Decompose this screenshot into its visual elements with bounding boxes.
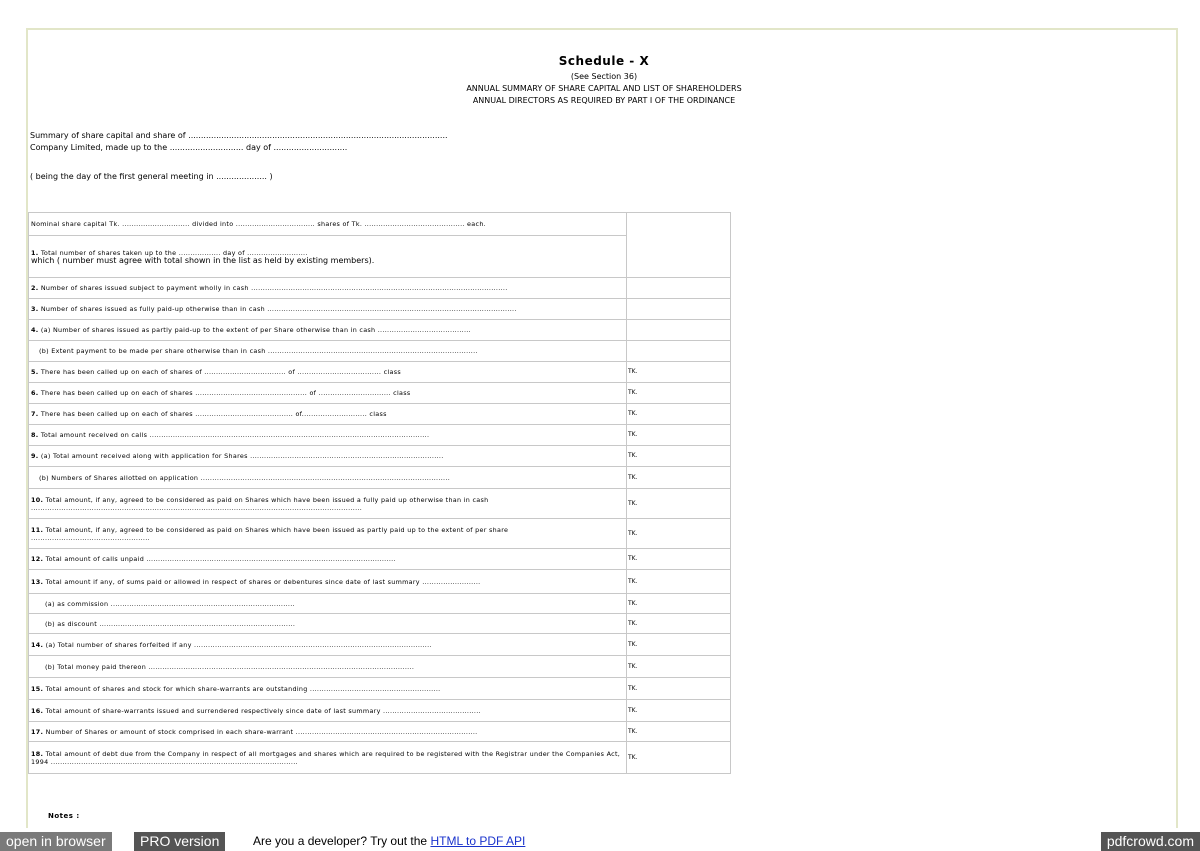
row-number: 7.: [31, 410, 39, 418]
table-row: [29, 299, 731, 320]
row-description-cell: [29, 404, 627, 425]
amount-cell: TK.: [627, 634, 731, 656]
row-text: (a) as commission ...............................................................................: [45, 599, 295, 608]
amount-cell: TK.: [627, 614, 731, 634]
pro-version-button[interactable]: PRO version: [134, 832, 225, 851]
row-text: (a) Total amount received along with application for Shares ...................................................................................: [38, 452, 444, 460]
document-page: [26, 28, 1178, 828]
row-description-cell: [29, 742, 627, 774]
amount-cell: TK.: [627, 700, 731, 722]
row-number: 5.: [31, 368, 39, 376]
amount-cell: TK.: [627, 722, 731, 742]
row-number: 10.: [31, 495, 44, 504]
row-description-cell: [29, 489, 627, 519]
intro-line-1: Summary of share capital and share of ......................................................................................................: [30, 131, 448, 140]
pdfcrowd-footer: [0, 832, 1200, 851]
row-description-cell: [29, 722, 627, 742]
row-description-cell: [29, 549, 627, 570]
row-number: 13.: [31, 577, 44, 586]
row-text: There has been called up on each of shares of ................................... of .................................... class: [38, 368, 401, 376]
row-number: 6.: [31, 389, 39, 397]
intro-line-2: Company Limited, made up to the ............................. day of .............................: [30, 143, 348, 152]
table-row: [29, 678, 731, 700]
subtitle-2: ANNUAL DIRECTORS AS REQUIRED BY PART I OF THE ORDINANCE: [472, 96, 736, 105]
row-description-cell: [29, 519, 627, 549]
page-title: Schedule - X: [558, 54, 650, 68]
amount-cell: [627, 341, 731, 362]
row-text: Number of shares issued as fully paid-up otherwise than in cash ...........................................................................................................: [38, 305, 517, 313]
row-text: (a) Total number of shares forfeited if any ......................................................................................................: [43, 640, 432, 649]
open-in-browser-button[interactable]: open in browser: [0, 832, 112, 851]
table-row: [29, 634, 731, 656]
row-number: 15.: [31, 684, 44, 693]
table-row: [29, 614, 731, 634]
table-row: [29, 489, 731, 519]
row-description-cell: [29, 446, 627, 467]
row-number: 18.: [31, 749, 44, 758]
amount-cell: TK.: [627, 404, 731, 425]
row-text: Total amount of calls unpaid ...........................................................................................................: [43, 555, 396, 563]
row-number: 4.: [31, 326, 39, 334]
table-row: [29, 722, 731, 742]
table-row: [29, 742, 731, 774]
table-row: [29, 656, 731, 678]
amount-cell: TK.: [627, 489, 731, 519]
row-number: 17.: [31, 727, 44, 736]
row-text: Total amount of debt due from the Company in respect of all mortgages and shares which are required to be registered with the Registrar under the Companies Act, 1994 ..........................................................................................................: [31, 749, 621, 766]
row-description-cell: [29, 425, 627, 446]
row-text: (b) Total money paid thereon ..................................................................................................................: [45, 662, 415, 671]
row-description-cell: [29, 656, 627, 678]
row-number: 12.: [31, 555, 44, 563]
row-description-cell: [29, 570, 627, 594]
amount-cell: TK.: [627, 742, 731, 774]
row-description-cell: [29, 467, 627, 489]
row-text: Total amount, if any, agreed to be considered as paid on Shares which have been issued as partly paid up to the extent of per share ...................................................: [31, 525, 509, 542]
table-row: [29, 467, 731, 489]
amount-cell: [627, 299, 731, 320]
notes-label: Notes :: [48, 812, 80, 820]
pdfcrowd-brand[interactable]: pdfcrowd.com: [1101, 832, 1200, 851]
table-row: [29, 446, 731, 467]
amount-cell: TK.: [627, 594, 731, 614]
intro-line-3: ( being the day of the first general meeting in .................... ): [30, 172, 273, 181]
row-text: Number of Shares or amount of stock comprised in each share-warrant ..............................................................................: [43, 727, 478, 736]
developer-text: [253, 832, 525, 851]
row-1-note: which ( number must agree with total shown in the list as held by existing members).: [31, 255, 375, 265]
row-text: (a) Number of shares issued as partly paid-up to the extent of per Share otherwise than in cash ........................................: [38, 326, 471, 334]
row-text: (b) as discount ....................................................................................: [45, 619, 296, 628]
subtitle-1: ANNUAL SUMMARY OF SHARE CAPITAL AND LIST OF SHAREHOLDERS: [466, 84, 742, 93]
row-text: Number of shares issued subject to payment wholly in cash ..............................................................................................................: [38, 284, 508, 292]
amount-cell: TK.: [627, 446, 731, 467]
table-row: [29, 425, 731, 446]
row-description-cell: [29, 320, 627, 341]
table-row: [29, 320, 731, 341]
api-link[interactable]: HTML to PDF API: [430, 834, 526, 848]
table-row-1: [29, 236, 731, 278]
row-description-cell: [29, 383, 627, 404]
row-text: Total amount if any, of sums paid or allowed in respect of shares or debentures since date of last summary .........................: [43, 577, 481, 586]
row-number: 9.: [31, 452, 39, 460]
amount-cell: [627, 213, 731, 278]
row-number: 16.: [31, 706, 44, 715]
row-text: There has been called up on each of shares ................................................ of ............................... class: [38, 389, 411, 397]
table-row: [29, 341, 731, 362]
row-number: 14.: [31, 640, 44, 649]
row-number: 2.: [31, 284, 39, 292]
table-row: [29, 404, 731, 425]
amount-cell: TK.: [627, 656, 731, 678]
share-capital-table: [28, 212, 731, 774]
row-1-cell: [29, 236, 627, 278]
row-text: Total amount of shares and stock for which share-warrants are outstanding ........................................................: [43, 684, 441, 693]
nominal-capital-cell: Nominal share capital Tk. ............................. divided into .................................. shares of Tk. ........................................... each.: [29, 213, 627, 236]
amount-cell: TK.: [627, 678, 731, 700]
row-description-cell: [29, 341, 627, 362]
row-text: There has been called up on each of shares .......................................... of............................ class: [38, 410, 387, 418]
amount-cell: TK.: [627, 549, 731, 570]
section-ref: (See Section 36): [570, 72, 638, 81]
row-description-cell: [29, 594, 627, 614]
amount-cell: TK.: [627, 519, 731, 549]
amount-cell: TK.: [627, 570, 731, 594]
amount-cell: TK.: [627, 467, 731, 489]
amount-cell: TK.: [627, 383, 731, 404]
table-row: [29, 362, 731, 383]
row-text: (b) Extent payment to be made per share otherwise than in cash ..........................................................................................: [39, 347, 478, 355]
table-row: [29, 594, 731, 614]
row-description-cell: [29, 678, 627, 700]
row-description-cell: [29, 700, 627, 722]
row-description-cell: [29, 299, 627, 320]
row-number: 11.: [31, 525, 44, 534]
row-description-cell: [29, 362, 627, 383]
row-number: 3.: [31, 305, 39, 313]
row-1-text: Total number of shares taken up to the .................. day of ..........................: [38, 248, 308, 257]
table-row: [29, 700, 731, 722]
row-text: (b) Numbers of Shares allotted on application ...........................................................................................................: [39, 473, 451, 482]
table-row: [29, 278, 731, 299]
row-description-cell: [29, 278, 627, 299]
row-description-cell: [29, 634, 627, 656]
table-row: [29, 570, 731, 594]
table-row-nominal: [29, 213, 731, 236]
amount-cell: TK.: [627, 362, 731, 383]
row-description-cell: [29, 614, 627, 634]
table-row: [29, 383, 731, 404]
row-number: 1.: [31, 248, 39, 257]
table-row: [29, 519, 731, 549]
amount-cell: [627, 320, 731, 341]
row-number: 8.: [31, 431, 39, 439]
amount-cell: TK.: [627, 425, 731, 446]
table-row: [29, 549, 731, 570]
amount-cell: [627, 278, 731, 299]
row-text: Total amount, if any, agreed to be considered as paid on Shares which have been issued a fully paid up otherwise than in cash ..............................................................................................................................................: [31, 495, 489, 512]
row-text: Total amount received on calls ........................................................................................................................: [38, 431, 430, 439]
developer-prompt: Are you a developer? Try out the: [253, 834, 431, 848]
row-text: Total amount of share-warrants issued and surrendered respectively since date of last summary ..........................................: [43, 706, 481, 715]
